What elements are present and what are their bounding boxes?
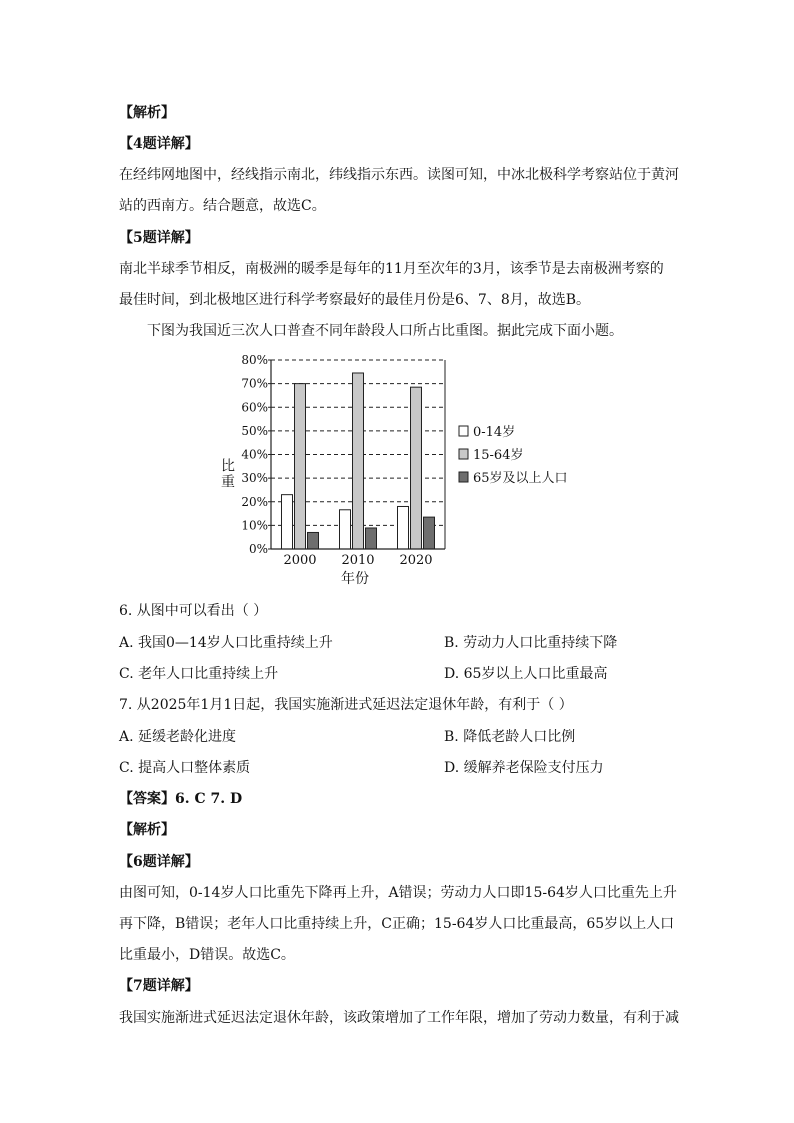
q4-detail-text-2: 站的西南方。结合题意，故选C。 bbox=[119, 198, 326, 214]
x-tick-labels bbox=[283, 553, 432, 568]
analysis-heading-2: 【解析】 bbox=[119, 822, 175, 838]
answer-line: 【答案】6. C 7. D bbox=[119, 791, 243, 807]
bar-2020-s0 bbox=[398, 506, 409, 549]
q4-detail-text: 在经纬网地图中，经线指示南北，纬线指示东西。读图可知，中冰北极科学考察站位于黄河 bbox=[119, 167, 679, 183]
legend-swatch bbox=[459, 449, 468, 459]
y-tick-label: 60% bbox=[241, 400, 268, 415]
y-axis-label: 比重 bbox=[219, 458, 235, 490]
y-tick-label: 70% bbox=[241, 376, 268, 391]
bar-2010-s0 bbox=[340, 510, 351, 549]
y-tick-label: 80% bbox=[241, 353, 268, 367]
q7-detail-text: 我国实施渐进式延迟法定退休年龄，该政策增加了工作年限，增加了劳动力数量，有利于减 bbox=[119, 1010, 679, 1026]
bar-2020-s2 bbox=[424, 517, 435, 549]
question-7: 7. 从2025年1月1日起，我国实施渐进式延迟法定退休年龄，有利于（ ） bbox=[119, 697, 573, 713]
x-axis-label: 年份 bbox=[341, 571, 369, 587]
x-tick-label: 2000 bbox=[283, 553, 317, 568]
question-6: 6. 从图中可以看出（ ） bbox=[119, 603, 268, 619]
legend-label: 0-14岁 bbox=[473, 425, 516, 440]
y-tick-label: 30% bbox=[241, 471, 268, 486]
q5-detail-heading: 【5题详解】 bbox=[119, 230, 199, 246]
bar-2020-s1 bbox=[411, 387, 422, 549]
analysis-heading: 【解析】 bbox=[119, 105, 175, 121]
q5-detail-text-2: 最佳时间，到北极地区进行科学考察最好的最佳月份是6、7、8月，故选B。 bbox=[119, 292, 591, 308]
legend-swatch bbox=[459, 426, 468, 436]
y-tick-label: 20% bbox=[241, 494, 268, 509]
legend-swatch bbox=[459, 472, 468, 482]
q6-option-b: B. 劳动力人口比重持续下降 bbox=[444, 635, 618, 651]
q7-option-a: A. 延缓老龄化进度 bbox=[119, 729, 237, 745]
x-tick-label: 2010 bbox=[341, 553, 375, 568]
q4-detail-heading: 【4题详解】 bbox=[119, 136, 199, 152]
q7-option-b: B. 降低老龄人口比例 bbox=[444, 729, 576, 745]
q6-detail-text-2: 再下降，B错误；老年人口比重持续上升，C正确；15-64岁人口比重最高，65岁以上人口 bbox=[119, 916, 675, 932]
x-tick-label: 2020 bbox=[399, 553, 433, 568]
chart-intro: 下图为我国近三次人口普查不同年龄段人口所占比重图。据此完成下面小题。 bbox=[147, 323, 623, 339]
q5-detail-text: 南北半球季节相反，南极洲的暖季是每年的11月至次年的3月，该季节是去南极洲考察的 bbox=[119, 261, 664, 277]
legend bbox=[459, 424, 568, 486]
y-tick-label: 50% bbox=[241, 423, 268, 438]
legend-label: 15-64岁 bbox=[473, 448, 524, 463]
legend-label: 65岁及以上人口 bbox=[473, 471, 568, 486]
y-tick-label: 10% bbox=[241, 518, 268, 533]
q6-option-d: D. 65岁以上人口比重最高 bbox=[444, 666, 608, 682]
q7-detail-heading: 【7题详解】 bbox=[119, 978, 199, 994]
q7-option-c: C. 提高人口整体素质 bbox=[119, 760, 251, 776]
q6-detail-heading: 【6题详解】 bbox=[119, 854, 199, 870]
bar-2000-s0 bbox=[282, 495, 293, 549]
bars bbox=[282, 373, 435, 549]
bar-2000-s1 bbox=[295, 384, 306, 549]
y-tick-labels bbox=[241, 353, 268, 556]
q6-detail-text-3: 比重最小，D错误。故选C。 bbox=[119, 947, 295, 963]
bar-2000-s2 bbox=[308, 532, 319, 549]
q6-option-a: A. 我国0—14岁人口比重持续上升 bbox=[119, 635, 333, 651]
bar-2010-s2 bbox=[366, 528, 377, 549]
q7-option-d: D. 缓解养老保险支付压力 bbox=[444, 760, 604, 776]
q6-detail-text: 由图可知，0-14岁人口比重先下降再上升，A错误；劳动力人口即15-64岁人口比重先上升 bbox=[119, 885, 677, 901]
y-tick-label: 40% bbox=[241, 447, 268, 462]
y-tick-label: 0% bbox=[248, 542, 268, 556]
population-bar-chart bbox=[205, 350, 595, 590]
bar-2010-s1 bbox=[353, 373, 364, 549]
q6-option-c: C. 老年人口比重持续上升 bbox=[119, 666, 279, 682]
